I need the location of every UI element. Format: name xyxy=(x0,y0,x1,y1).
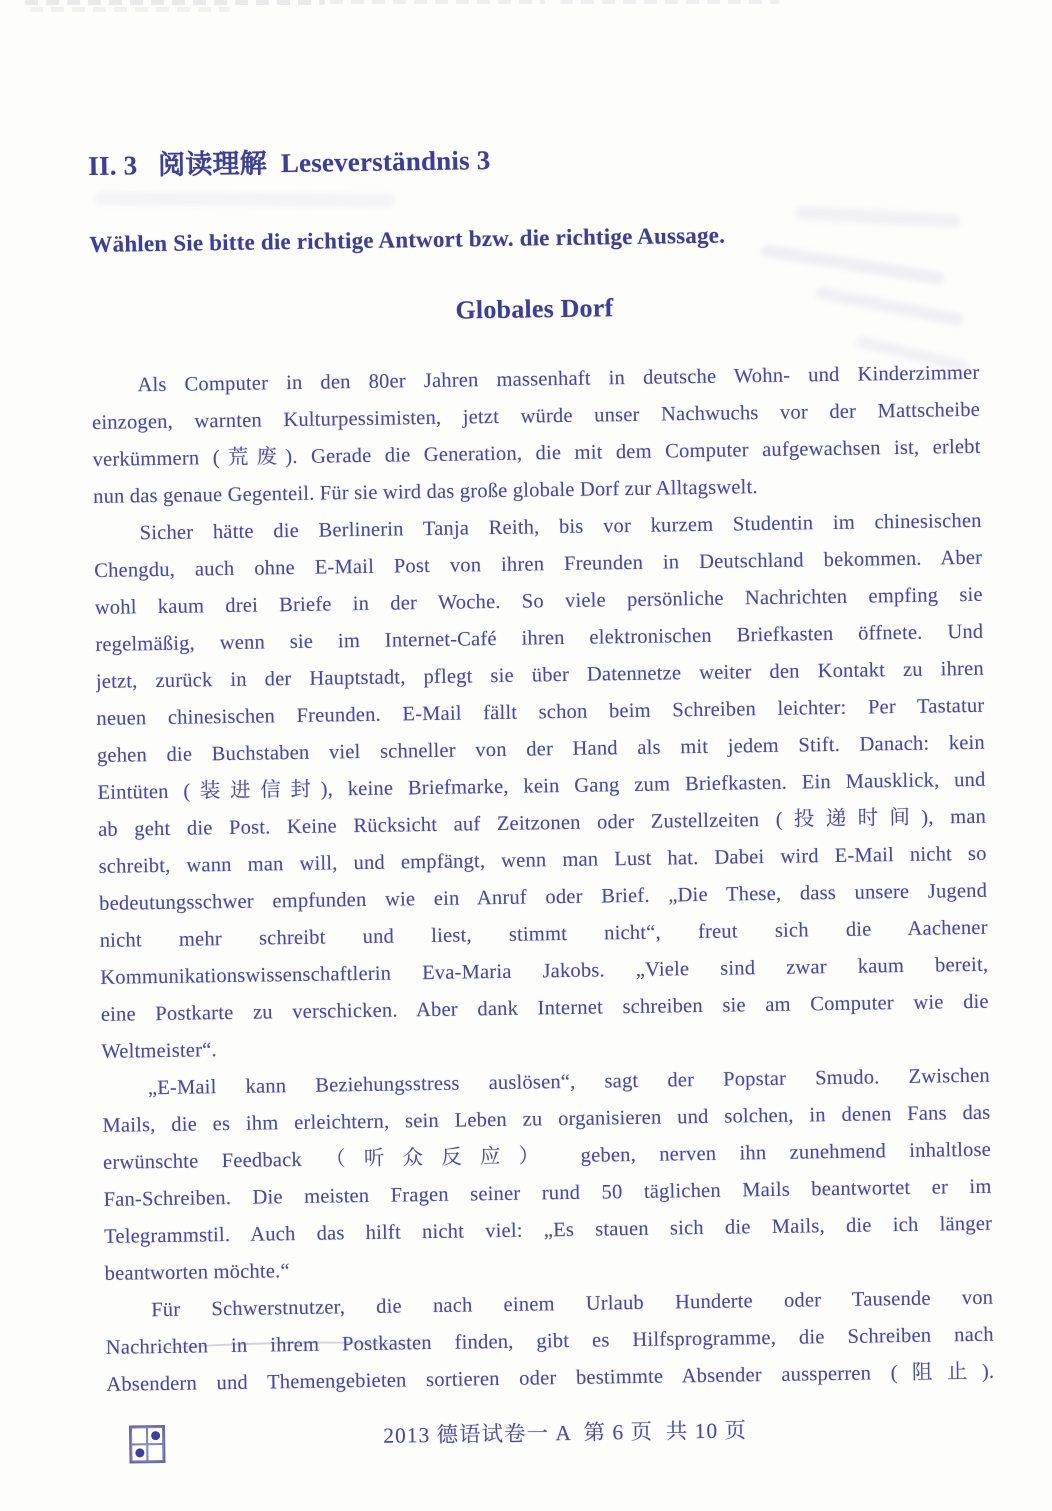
paragraph xyxy=(91,355,981,516)
text-line: Nachrichten in ihrem Postkasten finden, gibt es Hilfsprogramme, die Schreiben nach xyxy=(105,1323,994,1359)
text-line: Für Schwerstnutzer, die nach einem Urlaub Hunderte oder Tausende von xyxy=(151,1286,994,1322)
text-line: Als Computer in den 80er Jahren massenhaft in deutsche Wohn- und Kinderzimmer xyxy=(137,361,980,397)
article-title: Globales Dorf xyxy=(455,293,614,325)
text-line: Sicher hätte die Berlinerin Tanja Reith, bis vor kurzem Studentin im chinesischen xyxy=(139,509,982,545)
instruction-text: Wählen Sie bitte die richtige Antwort bzw. die richtige Aussage. xyxy=(89,222,726,257)
reg-cell xyxy=(131,1444,147,1461)
reg-dot xyxy=(135,1448,144,1457)
text-line: Absendern und Themengebieten sortieren oder bestimmte Absender aussperren (阻止). xyxy=(106,1360,995,1396)
text-line: Mails, die es ihm erleichtern, sein Leben zu organisieren und solchen, in denen Fans das xyxy=(102,1101,991,1137)
text-line: bedeutungsschwer empfunden wie ein Anruf oder Brief. „Die These, dass unsere Jugend xyxy=(99,879,988,915)
text-line: Chengdu, auch ohne E-Mail Post von ihren Freunden in Deutschland bekommen. Aber xyxy=(94,546,983,582)
reg-cell xyxy=(147,1427,163,1444)
scan-artifact xyxy=(330,0,545,4)
text-line: erwünschte Feedback （听众反应） geben, nerven ihn zunehmend inhaltlose xyxy=(102,1138,992,1174)
text-line: beantworten möchte.“ xyxy=(104,1260,290,1285)
text-line: einzogen, warnten Kulturpessimisten, jetzt würde unser Nachwuchs vor der Mattscheibe xyxy=(91,398,981,434)
page-footer: 2013 德语试卷一 A 第 6 页 共 10 页 xyxy=(383,1418,748,1448)
text-line: neuen chinesischen Freunden. E-Mail fällt schon beim Schreiben leichter: Per Tastatur xyxy=(96,694,985,730)
section-heading: II. 3 阅读理解 Leseverständnis 3 xyxy=(88,145,491,181)
paragraph xyxy=(105,1280,995,1404)
paragraph xyxy=(93,503,989,1071)
article-body xyxy=(91,355,994,1404)
text-line: wohl kaum drei Briefe in der Woche. So viele persönliche Nachrichten empfing sie xyxy=(94,583,983,619)
reg-cell xyxy=(131,1427,147,1444)
text-line: schreibt, wann man will, und empfängt, wenn man Lust hat. Dabei wird E-Mail nicht so xyxy=(98,842,987,878)
text-line: verkümmern (荒废). Gerade die Generation, die mit dem Computer aufgewachsen ist, erlebt xyxy=(92,435,981,471)
scan-artifact xyxy=(30,7,230,12)
text-line: nun das genaue Gegenteil. Für sie wird das große globale Dorf zur Alltagswelt. xyxy=(93,476,758,508)
paragraph xyxy=(102,1058,993,1293)
reg-cell xyxy=(147,1444,163,1461)
page-footer-row xyxy=(107,1407,996,1490)
text-line: jetzt, zurück in der Hauptstadt, pflegt sie über Datennetze weiter den Kontakt zu ihren xyxy=(95,657,984,693)
text-line: regelmäßig, wenn sie im Internet-Café ihren elektronischen Briefkasten öffnete. Und xyxy=(95,620,984,656)
text-line: nicht mehr schreibt und liest, stimmt nicht“, freut sich die Aachener xyxy=(99,916,988,952)
text-line: Eintüten (装进信封), keine Briefmarke, kein Gang zum Briefkasten. Ein Mausklick, und xyxy=(97,768,986,804)
text-line: Kommunikationswissenschaftlerin Eva-Maria Jakobs. „Viele sind zwar kaum bereit, xyxy=(100,953,989,989)
text-line: eine Postkarte zu verschicken. Aber dank Internet schreiben sie am Computer wie die xyxy=(100,990,989,1026)
scan-artifact xyxy=(560,0,780,4)
text-line: gehen die Buchstaben viel schneller von der Hand als mit jedem Stift. Danach: kein xyxy=(96,731,986,767)
scan-artifact xyxy=(25,0,325,5)
text-line: Weltmeister“. xyxy=(101,1039,217,1063)
text-line: „E-Mail kann Beziehungsstress auslösen“, sagt der Popstar Smudo. Zwischen xyxy=(147,1064,991,1100)
text-line: Telegrammstil. Auch das hilft nicht viel: „Es stauen sich die Mails, die ich länger xyxy=(103,1212,993,1248)
registration-mark-icon xyxy=(129,1425,166,1464)
reg-dot xyxy=(151,1431,160,1440)
page-content xyxy=(88,135,996,1490)
text-line: Fan-Schreiben. Die meisten Fragen seiner rund 50 täglichen Mails beantwortet er im xyxy=(103,1175,992,1211)
text-line: ab geht die Post. Keine Rücksicht auf Zeitzonen oder Zustellzeiten (投递时间), man xyxy=(97,805,987,841)
